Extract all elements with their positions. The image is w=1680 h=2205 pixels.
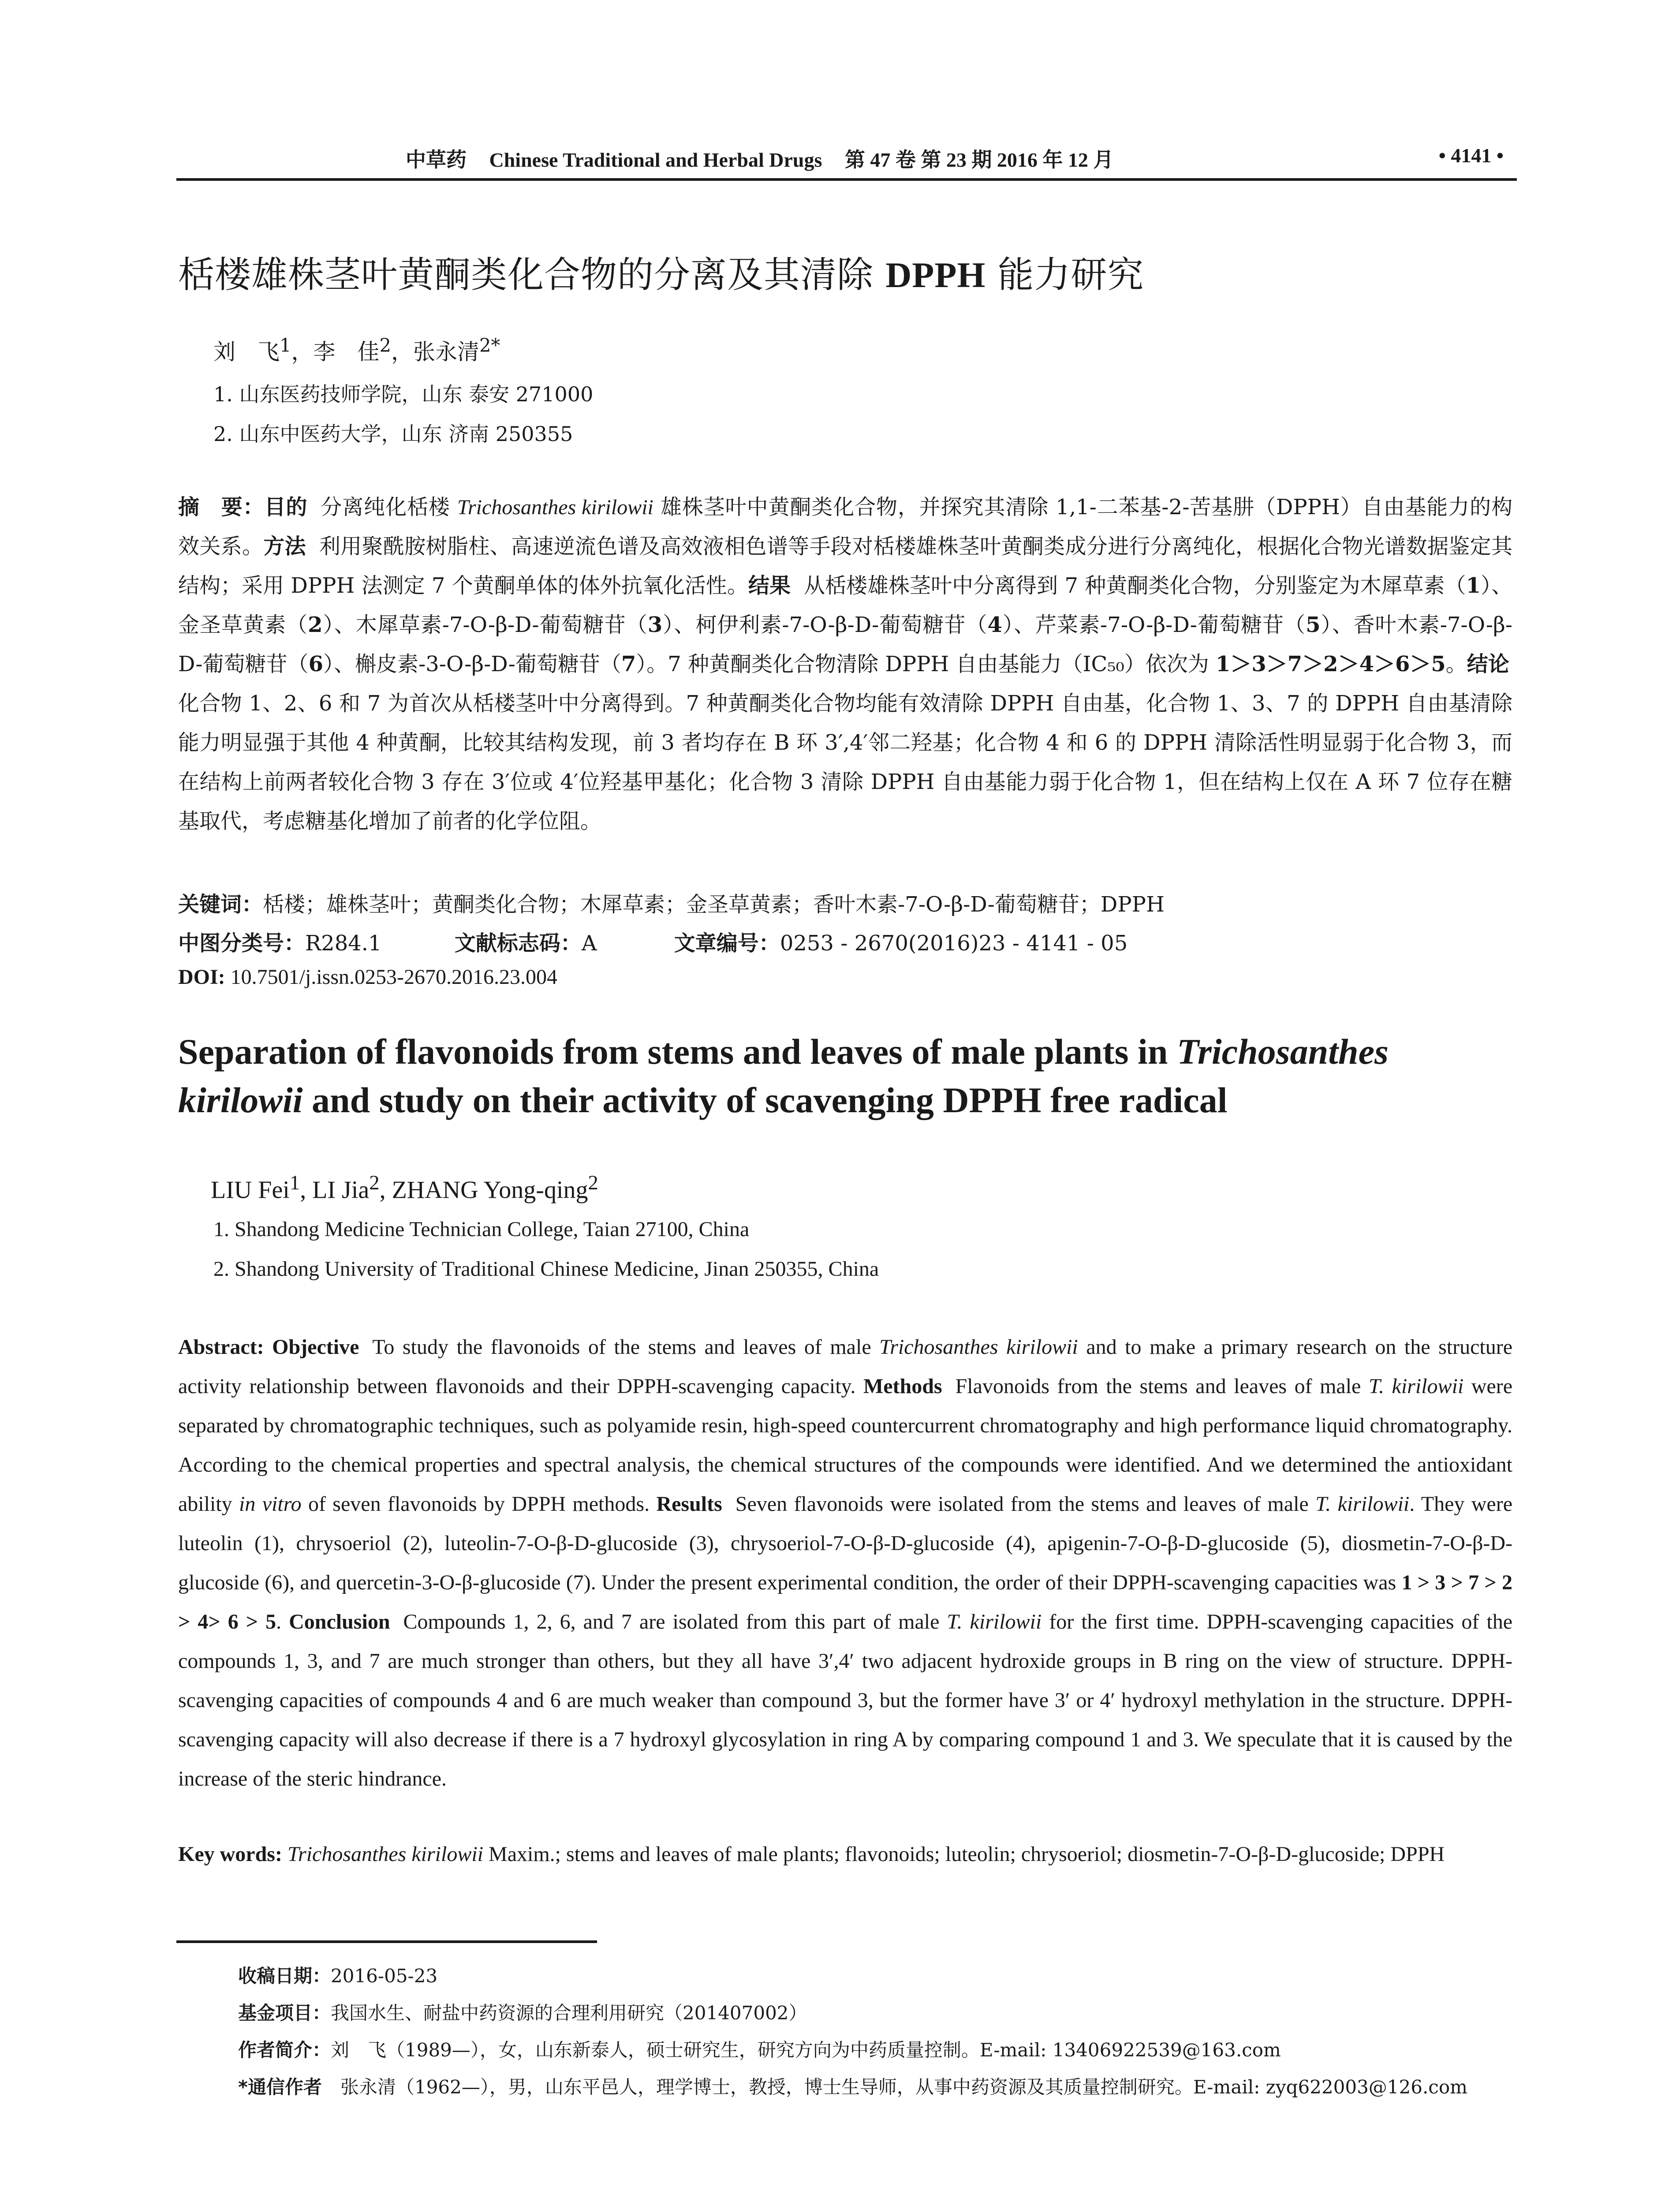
doi-label: DOI: [178,965,225,989]
header-citation [406,144,1113,173]
title-cn [178,246,1144,298]
abstract-text: of seven flavonoids by DPPH methods. [301,1492,657,1516]
author-name: ，李 佳 [291,339,380,365]
keywords-text: 栝楼；雄株茎叶；黄酮类化合物；木犀草素；金圣草黄素；香叶木素-7-O-β-D-葡萄糖苷；DPPH [263,892,1165,917]
abstract-objective-label: Abstract: Objective [178,1335,359,1359]
footnote-text: 我国水生、耐盐中药资源的合理利用研究（201407002） [331,2002,807,2024]
footnote-label: 作者简介： [238,2039,331,2061]
footnote-label: 基金项目： [238,2002,331,2024]
doc-code-label: 文献标志码： [454,931,582,956]
latin-term: in vitro [239,1492,302,1516]
abstract-text: ）、金圣草黄素（ [178,573,1513,637]
abstract-text: 从栝楼雄株茎叶中分离得到 7 种黄酮类化合物，分别鉴定为木犀草素（ [803,573,1466,598]
abstract-text: ）、芹菜素-7-O-β-D-葡萄糖苷（ [1002,613,1306,637]
footnote-divider [176,1940,597,1943]
footnote-text: 张永清（1962—），男，山东平邑人，理学博士，教授，博士生导师，从事中药资源及其质量控制研究。E-mail: zyq622003@126.com [321,2076,1467,2098]
abstract-text: Seven flavonoids were isolated from the stems and leaves of male [735,1492,1316,1516]
footnote-text: 刘 飞（1989—），女，山东新泰人，硕士研究生，研究方向为中药质量控制。E-mail: 13406922539@163.com [331,2039,1281,2061]
abstract-text: were separated by chromatographic techniques, such as polyamide resin, high-speed countercurrent chromatography and high performance liquid chromatography. According to the chemical properties and spectral analysis, the chemical structures of the compounds were identified. And we determined the antioxidant ability [178,1375,1513,1516]
footnote-label: *通信作者 [238,2076,322,2098]
author-name: ，张永清 [391,339,480,365]
affiliation-en: 1. Shandong Medicine Technician College, Taian 27100, China [213,1218,750,1241]
abstract-text: 利用聚酰胺树脂柱、高速逆流色谱及高效液相色谱等手段对栝楼雄株茎叶黄酮类成分进行分离纯化，根据化合物光谱数据鉴定其结构；采用 DPPH 法测定 7 个黄酮单体的体外抗氧化活性。 [178,534,1512,598]
footnote-corresponding [238,2073,1467,2099]
footnote-fund [238,1999,807,2025]
footnote-label: 收稿日期： [238,1965,331,1987]
abstract-text: ）、香叶木素-7-O-β-D-葡萄糖苷（ [178,613,1512,676]
title-en-latin: Trichosanthes kirilowii [178,1031,1389,1120]
article-number-label: 文章编号： [674,931,780,956]
conclusion-label: 结论 [1467,652,1509,676]
journal-name-cn: 中草药 [406,148,467,172]
author-affiliation-mark: 2 [588,1171,598,1194]
abstract-text: ）。7 种黄酮类化合物清除 DPPH 自由基能力（IC₅₀）依次为 [636,652,1216,676]
abstract-en [178,1327,1512,1798]
latin-name: Trichosanthes kirilowii [287,1842,484,1866]
keywords-label: 关键词： [178,892,263,917]
author-affiliation-mark: 2 [369,1171,380,1194]
compound-number: 6 [308,652,324,676]
authors-cn [213,334,500,366]
affiliation-en: 2. Shandong University of Traditional Chinese Medicine, Jinan 250355, China [213,1257,879,1281]
compound-number: 7 [621,652,636,676]
clc-value: R284.1 [305,931,382,956]
results-label: 结果 [748,573,791,598]
keywords-cn [178,887,1165,918]
author-name: LIU Fei [211,1176,290,1204]
title-en [178,1028,1519,1125]
title-cn-part: 栝楼雄株茎叶黄酮类化合物的分离及其清除 [178,254,886,296]
author-affiliation-mark: 1 [280,334,291,356]
latin-name: T. kirilowii [1368,1375,1464,1398]
footnote-text: 2016-05-23 [331,1965,438,1987]
abstract-text: . [276,1610,289,1633]
author-name: 刘 飞 [213,339,280,365]
author-affiliation-mark: 2 [379,334,392,356]
latin-name: Trichosanthes kirilowii [879,1335,1078,1359]
page-number: • 4141 • [1438,144,1504,167]
methods-label: 方法 [263,534,306,559]
classification-line [178,926,1127,957]
compound-number: 1 [1466,573,1481,598]
doc-code-value: A [581,931,597,956]
abstract-text: 分离纯化栝楼 [321,495,457,519]
author-name: , ZHANG Yong-qing [379,1176,588,1204]
abstract-text: 雄株茎叶中黄酮类化合物，并探究其清除 1,1-二苯基-2-苦基肼（DPPH）自由基能力的构效关系。 [178,495,1512,559]
keywords-label: Key words: [178,1842,282,1866]
abstract-text: ）、柯伊利素-7-O-β-D-葡萄糖苷（ [662,613,988,637]
author-name: , LI Jia [300,1176,370,1204]
latin-name: T. kirilowii [1315,1492,1410,1516]
keywords-en [178,1835,1512,1874]
compound-number: 4 [987,613,1002,637]
methods-label: Methods [863,1375,942,1398]
authors-en [211,1171,598,1204]
running-header [176,140,1517,181]
abstract-text: for the first time. DPPH-scavenging capacities of the compounds 1, 3, and 7 are much stronger than others, but they all have 3′,4′ two adjacent hydroxide groups in B ring on the view of structure. DPPH-scavenging capacities of compounds 4 and 6 are much weaker than compound 3, but the former have 3′ or 4′ hydroxyl methylation in the structure. DPPH-scavenging capacity will also decrease if there is a 7 hydroxyl glycosylation in ring A by comparing compound 1 and 3. We speculate that it is caused by the increase of the steric hindrance. [178,1610,1513,1790]
issue-info: 第 47 卷 第 23 期 2016 年 12 月 [844,149,1114,171]
abstract-text: ）、槲皮素-3-O-β-D-葡萄糖苷（ [323,652,621,676]
footnote-received [238,1962,437,1988]
results-label: Results [656,1492,722,1516]
conclusion-label: Conclusion [289,1610,390,1633]
title-cn-part: 能力研究 [986,254,1144,296]
abstract-text: Compounds 1, 2, 6, and 7 are isolated from this part of male [403,1610,947,1633]
activity-order: 1＞3＞7＞2＞4＞6＞5 [1215,652,1446,676]
footnote-author [238,2036,1281,2062]
compound-number: 2 [308,613,323,637]
abstract-cn [178,488,1512,841]
doi-line [178,965,557,989]
abstract-label: 摘 要： [178,495,265,519]
abstract-text: To study the flavonoids of the stems and leaves of male [372,1335,880,1359]
doi-value[interactable]: 10.7501/j.issn.0253-2670.2016.23.004 [225,965,558,989]
journal-name-en: Chinese Traditional and Herbal Drugs [489,149,822,171]
activity-order: 1 > 3 > 7 > 2 > 4> 6 > 5 [178,1571,1512,1633]
keywords-text: Maxim.; stems and leaves of male plants; flavonoids; luteolin; chrysoeriol; diosmetin-7-O-β-D-glucoside; DPPH [483,1842,1445,1866]
abstract-text: . They were luteolin (1), chrysoeriol (2), luteolin-7-O-β-D-glucoside (3), chrysoeriol-7-O-β-D-glucoside (4), apigenin-7-O-β-D-glucoside (5), diosmetin-7-O-β-D-glucoside (6), and quercetin-3-O-β-glucoside (7). Under the present experimental condition, the order of their DPPH-scavenging capacities was [178,1492,1513,1594]
latin-name: T. kirilowii [947,1610,1042,1633]
article-number-value: 0253 - 2670(2016)23 - 4141 - 05 [780,931,1128,956]
compound-number: 5 [1306,613,1321,637]
affiliation-cn: 1. 山东医药技师学院，山东 泰安 271000 [213,382,594,406]
clc-label: 中图分类号： [178,931,306,956]
compound-number: 3 [647,613,663,637]
abstract-text: 。 [1445,652,1467,676]
title-cn-dpph: DPPH [885,255,986,295]
abstract-text: 化合物 1、2、6 和 7 为首次从栝楼茎叶中分离得到。7 种黄酮类化合物均能有效清除 DPPH 自由基，化合物 1、3、7 的 DPPH 自由基清除能力明显强于其他 4 种黄酮，比较其结构发现，前 3 者均存在 B 环 3′,4′邻二羟基；化合物 4 和 6 的 DPPH 清除活性明显弱于化合物 3，而在结构上前两者较化合物 3 存在 3′位或 4′位羟基甲基化；化合物 3 清除 DPPH 自由基能力弱于化合物 1，但在结构上仅在 A 环 7 位存在糖基取代，考虑糖基化增加了前者的化学位阻。 [178,691,1512,833]
abstract-text: ）、木犀草素-7-O-β-D-葡萄糖苷（ [322,613,648,637]
latin-name: Trichosanthes kirilowii [457,496,653,519]
title-en-part: Separation of flavonoids from stems and leaves of male plants in [178,1031,1177,1072]
title-en-part: and study on their activity of scavenging DPPH free radical [302,1080,1228,1120]
author-affiliation-mark: 2* [479,334,500,356]
abstract-text: and to make a primary research on the structure activity relationship between flavonoids and their DPPH-scavenging capacity. [178,1335,1512,1398]
objective-label: 目的 [264,495,308,519]
abstract-text: Flavonoids from the stems and leaves of male [955,1375,1369,1398]
author-affiliation-mark: 1 [289,1171,300,1194]
affiliation-cn: 2. 山东中医药大学，山东 济南 250355 [213,422,573,446]
